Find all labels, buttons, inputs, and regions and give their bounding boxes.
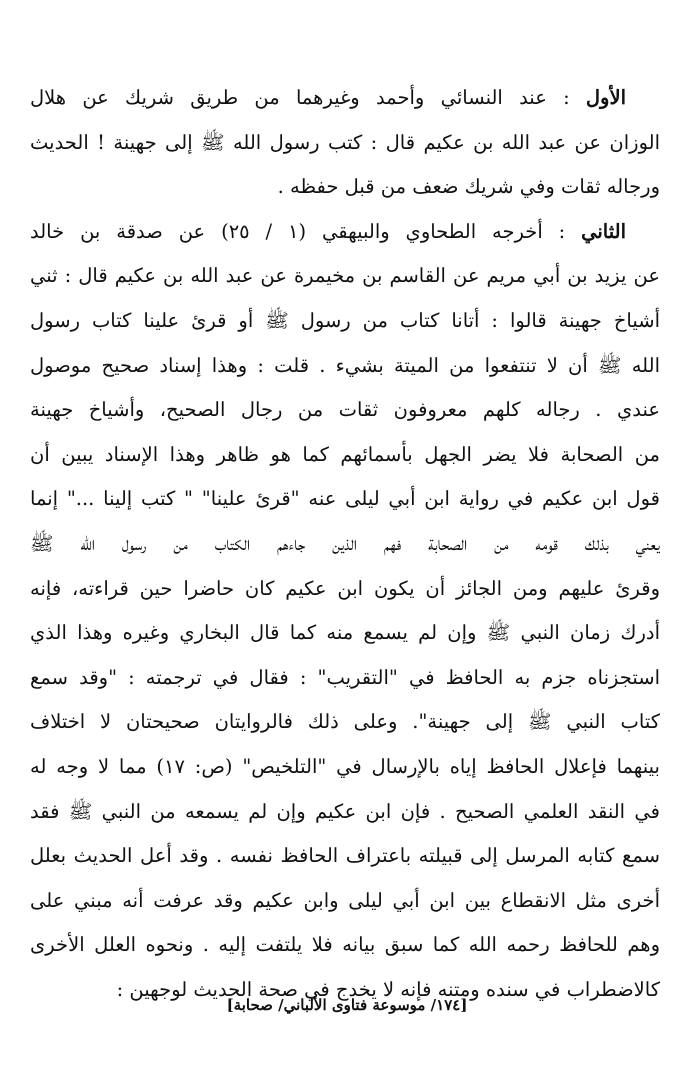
text-line: كتاب النبي ﷺ إلى جهينة". وعلى ذلك فالروايتان صحيحتان لا اختلاف <box>30 710 660 734</box>
text-line: عندي . رجاله كلهم معروفون ثقات من رجال الصحيح، وأشياخ جهينة <box>30 398 660 422</box>
text-line: قول ابن عكيم في رواية ابن أبي ليلى عنه "قرئ علينا" " كتب إلينا ..." إنما <box>30 487 660 511</box>
text-line: الوزان عن عبد الله بن عكيم قال : كتب رسول الله ﷺ إلى جهينة ! الحديث <box>30 130 660 154</box>
line-text: : عند النسائي وأحمد وغيرهما من طريق شريك عن هلال <box>30 86 570 109</box>
text-line: من الصحابة فلا يضر الجهل بأسمائهم كما هو ظاهر وهذا الإسناد يبين أن <box>30 442 660 466</box>
text-line: كالاضطراب في سنده ومتنه فإنه لا يخدج في صحة الحديث لوجهين : <box>116 977 660 1001</box>
text-line: ورجاله ثقات وفي شريك ضعف من قبل حفظه . <box>277 175 660 199</box>
text-line: أدرك زمان النبي ﷺ وإن لم يسمع منه كما قال البخاري وغيره وهذا الذي <box>30 621 660 645</box>
text-line: عن يزيد بن أبي مريم عن القاسم بن مخيمرة عن عبد الله بن عكيم قال : ثني <box>30 264 660 288</box>
text-line <box>30 76 660 121</box>
paragraph-lead: الأول <box>585 86 627 109</box>
text-line: يعني بذلك قومه من الصحابة فهم الذين جاءهم الكتاب من رسول الله ﷺ <box>30 531 660 555</box>
text-line: أخرى مثل الانقطاع بين ابن أبي ليلى وابن عكيم وقد عرفت أنه مبني على <box>30 888 660 912</box>
page-footer: [١٧٤/ موسوعة فتاوى الألباني/ صحابة] <box>226 996 468 1014</box>
text-line: في النقد العلمي الصحيح . فإن ابن عكيم وإن لم يسمعه من النبي ﷺ فقد <box>30 799 660 823</box>
text-line <box>30 210 660 255</box>
paragraph-lead: الثاني <box>581 219 626 243</box>
text-line: أشياخ جهينة قالوا : أتانا كتاب من رسول ﷺ أو قرئ علينا كتاب رسول <box>30 308 660 332</box>
text-line: استجزناه جزم به الحافظ في "التقريب" : فقال في ترجمته : "وقد سمع <box>30 665 660 689</box>
body-text <box>30 76 660 1012</box>
text-line: وقرئ عليهم ومن الجائز أن يكون ابن عكيم كان حاضرا حين قراءته، فإنه <box>30 576 660 600</box>
text-line: وهم للحافظ رحمه الله كما سبق بيانه فلا يلتفت إليه . ونحوه العلل الأخرى <box>30 933 660 957</box>
text-line: سمع كتابه المرسل إلى قبيلته باعتراف الحافظ نفسه . وقد أعل الحديث بعلل <box>30 844 660 868</box>
text-line: بينهما فإعلال الحافظ إياه بالإرسال في "التلخيص" (ص: ١٧) مما لا وجه له <box>30 754 660 778</box>
text-line: الله ﷺ أن لا تنتفعوا من الميتة بشيء . قلت : وهذا إسناد صحيح موصول <box>30 353 660 377</box>
line-text: : أخرجه الطحاوي والبيهقي (١ / ٢٥) عن صدقة بن خالد <box>30 219 566 243</box>
